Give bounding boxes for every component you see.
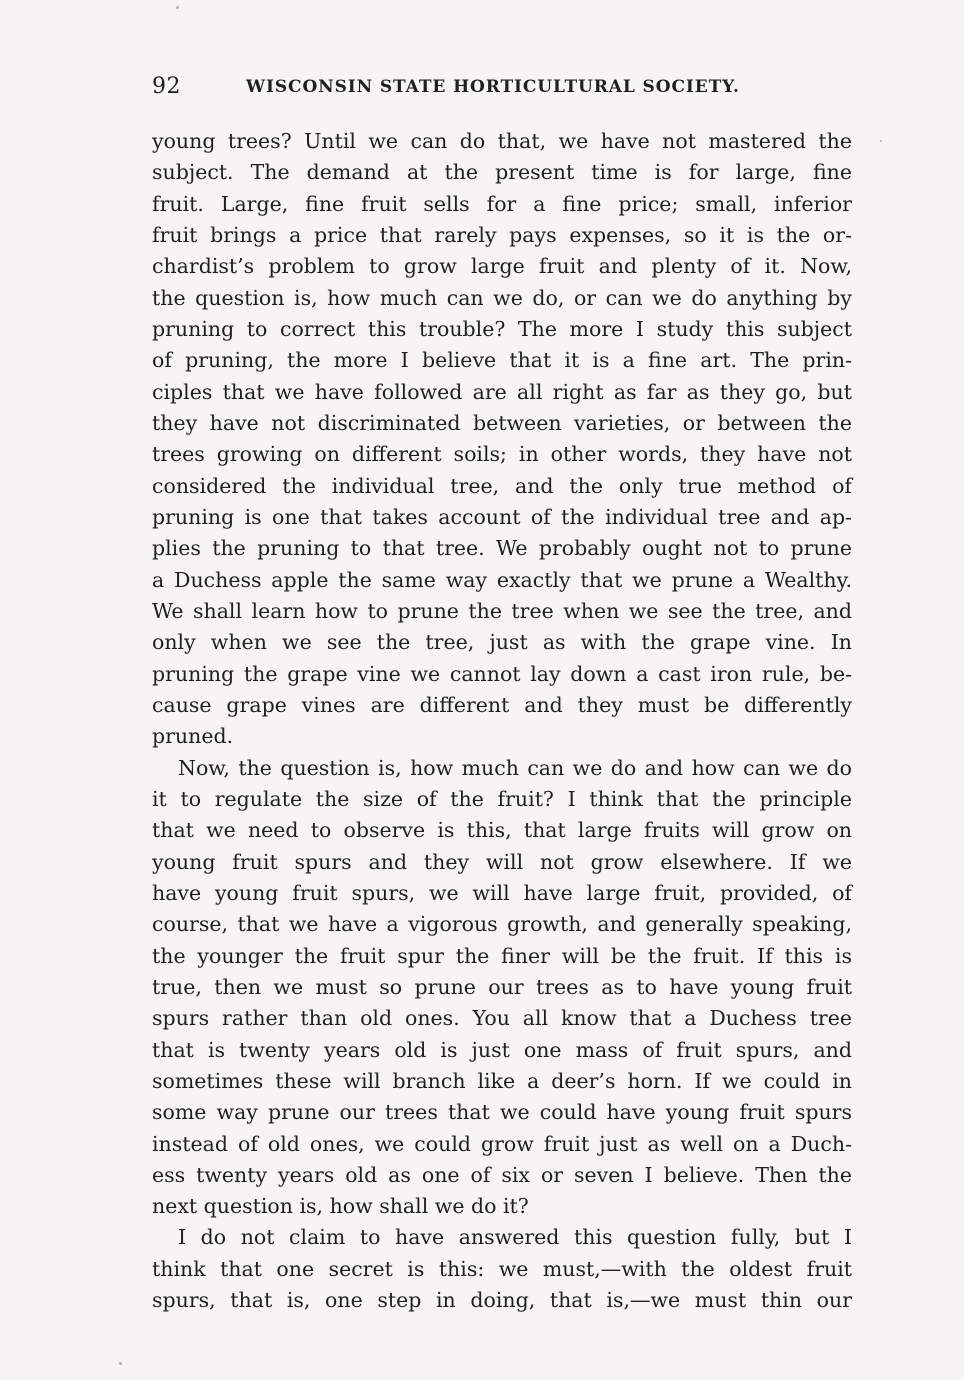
text-line: have young fruit spurs, we will have large fruit, provided, of <box>152 880 852 905</box>
text-line: true, then we must so prune our trees as to have young fruit <box>152 974 852 999</box>
text-line: think that one secret is this: we must,—with the oldest fruit <box>152 1256 852 1281</box>
text-line: that is twenty years old is just one mass of fruit spurs, and <box>152 1037 852 1062</box>
text-line: chardist’s problem to grow large fruit and plenty of it. Now, <box>152 254 852 279</box>
text-line: course, that we have a vigorous growth, and generally speaking, <box>152 912 852 937</box>
page-number: 92 <box>152 74 181 99</box>
text-line: pruning to correct this trouble? The more I study this subject <box>152 316 852 341</box>
text-line: ciples that we have followed are all right as far as they go, but <box>152 379 852 404</box>
text-line: fruit brings a price that rarely pays expenses, so it is the or- <box>152 222 852 247</box>
text-line: of pruning, the more I believe that it is a fine art. The prin- <box>152 348 852 373</box>
text-line: spurs rather than old ones. You all know that a Duchess tree <box>152 1006 852 1031</box>
text-line: cause grape vines are different and they must be differently <box>152 692 852 717</box>
text-line: the question is, how much can we do, or can we do anything by <box>152 285 852 310</box>
text-line: young fruit spurs and they will not grow elsewhere. If we <box>152 849 852 874</box>
text-line: only when we see the tree, just as with the grape vine. In <box>152 630 852 655</box>
text-line: sometimes these will branch like a deer’s horn. If we could in <box>152 1068 852 1093</box>
text-line: pruned. <box>152 724 234 749</box>
text-line: trees growing on different soils; in other words, they have not <box>152 442 852 467</box>
text-line: pruning is one that takes account of the individual tree and ap- <box>152 504 852 529</box>
text-line: spurs, that is, one step in doing, that is,—we must thin our <box>152 1288 852 1313</box>
text-line: pruning the grape vine we cannot lay down a cast iron rule, be- <box>152 661 852 686</box>
text-line: a Duchess apple the same way exactly that we prune a Wealthy. <box>152 567 852 592</box>
body-text <box>152 126 852 1316</box>
text-line: We shall learn how to prune the tree when we see the tree, and <box>152 598 852 623</box>
paper-speck <box>880 140 882 142</box>
text-line: considered the individual tree, and the only true method of <box>152 473 852 498</box>
text-line: young trees? Until we can do that, we have not mastered the <box>152 129 852 153</box>
text-line: I do not claim to have answered this question fully, but I <box>178 1225 852 1250</box>
text-line: that we need to observe is this, that large fruits will grow on <box>152 818 852 843</box>
text-line: Now, the question is, how much can we do and how can we do <box>178 755 852 780</box>
text-line: next question is, how shall we do it? <box>152 1194 529 1219</box>
page-header <box>152 70 856 106</box>
text-line: subject. The demand at the present time is for large, fine <box>152 160 852 185</box>
text-line: instead of old ones, we could grow fruit just as well on a Duch- <box>152 1131 852 1156</box>
text-line: the younger the fruit spur the finer will be the fruit. If this is <box>152 943 852 968</box>
text-line: plies the pruning to that tree. We probably ought not to prune <box>152 536 852 561</box>
text-line: ess twenty years old as one of six or seven I believe. Then the <box>152 1162 852 1187</box>
paper-speck <box>119 1362 122 1365</box>
text-line: fruit. Large, fine fruit sells for a fine price; small, inferior <box>152 191 852 216</box>
paper-speck <box>176 6 179 9</box>
running-head: WISCONSIN STATE HORTICULTURAL SOCIETY. <box>246 77 740 97</box>
text-line: they have not discriminated between varieties, or between the <box>152 410 852 435</box>
text-line: some way prune our trees that we could have young fruit spurs <box>152 1100 852 1125</box>
text-line: it to regulate the size of the fruit? I think that the principle <box>152 786 852 811</box>
